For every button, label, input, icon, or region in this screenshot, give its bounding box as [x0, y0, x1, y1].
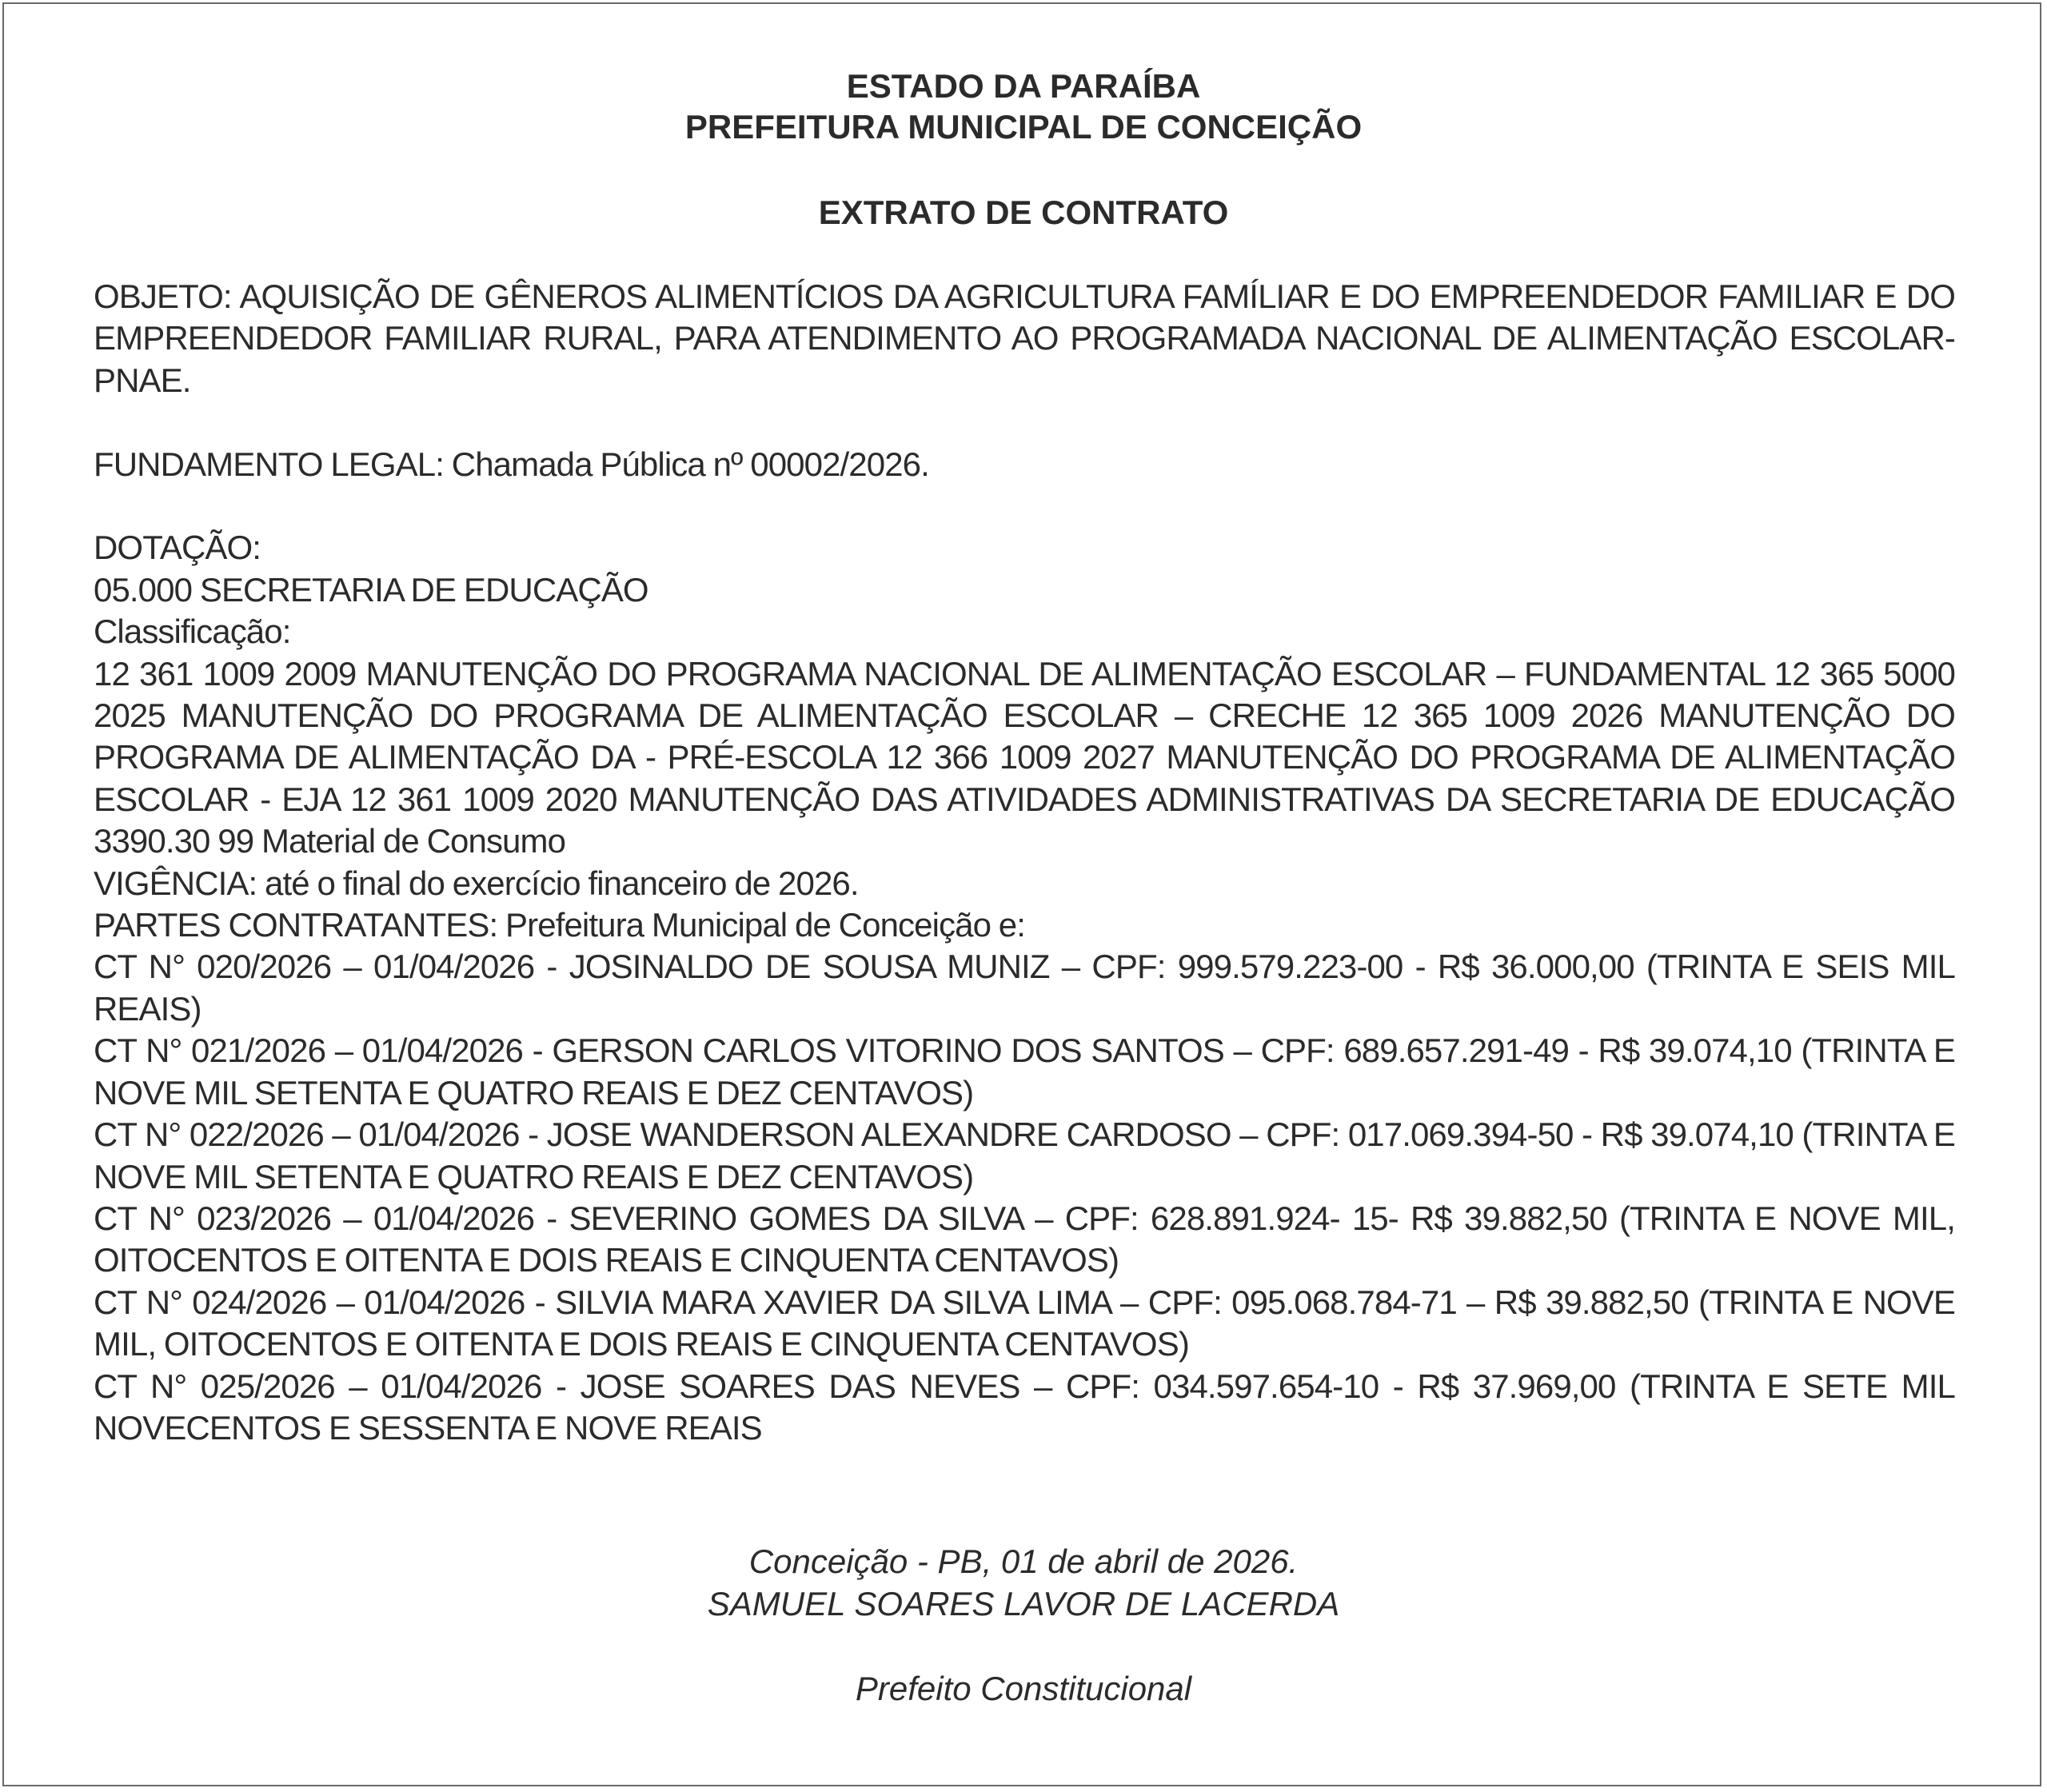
place-date: Conceição - PB, 01 de abril de 2026. [748, 1543, 1299, 1580]
signer-role: Prefeito Constitucional [855, 1670, 1192, 1707]
signer-name: SAMUEL SOARES LAVOR DE LACERDA [707, 1585, 1340, 1622]
document-body [94, 276, 1955, 1449]
spacer [94, 401, 1955, 443]
classificacao-label: Classificação: [94, 613, 291, 651]
contract-entry: CT N° 020/2026 – 01/04/2026 - JOSINALDO DE SOUSA MUNIZ – CPF: 999.579.223-00 - R$ 36.000,00 (TRINTA E SEIS MIL REAIS) [94, 948, 1955, 1028]
contract-entry: CT N° 025/2026 – 01/04/2026 - JOSE SOARES DAS NEVES – CPF: 034.597.654-10 - R$ 37.969,00 (TRINTA E SETE MIL NOVECENTOS E SESSENTA E NOVE REAIS [94, 1367, 1955, 1447]
objeto-paragraph: OBJETO: AQUISIÇÃO DE GÊNEROS ALIMENTÍCIOS DA AGRICULTURA FAMÍLIAR E DO EMPREENDEDOR FAMILIAR E DO EMPREENDEDOR FAMILIAR RURAL, PARA ATENDIMENTO AO PROGRAMADA NACIONAL DE ALIMENTAÇÃO ESCOLAR-PNAE. [94, 277, 1955, 399]
dotacao-label: DOTAÇÃO: [94, 529, 261, 567]
municipality-name: PREFEITURA MUNICIPAL DE CONCEIÇÃO [684, 108, 1363, 146]
contract-entry: CT N° 024/2026 – 01/04/2026 - SILVIA MARA XAVIER DA SILVA LIMA – CPF: 095.068.784-71 – R$ 39.882,50 (TRINTA E NOVE MIL, OITOCENTOS E OITENTA E DOIS REAIS E CINQUENTA CENTAVOS) [94, 1283, 1955, 1363]
signature-block [0, 1540, 2047, 1710]
contract-entry: CT N° 022/2026 – 01/04/2026 - JOSE WANDERSON ALEXANDRE CARDOSO – CPF: 017.069.394-50 - R$ 39.074,10 (TRINTA E NOVE MIL SETENTA E QUATRO REAIS E DEZ CENTAVOS) [94, 1116, 1955, 1195]
partes-paragraph: PARTES CONTRATANTES: Prefeitura Municipal de Conceição e: [94, 906, 1026, 944]
document-title: EXTRATO DE CONTRATO [818, 194, 1229, 231]
spacer [94, 485, 1955, 527]
state-name: ESTADO DA PARAÍBA [846, 67, 1201, 105]
contract-entry: CT N° 021/2026 – 01/04/2026 - GERSON CARLOS VITORINO DOS SANTOS – CPF: 689.657.291-49 - R$ 39.074,10 (TRINTA E NOVE MIL SETENTA E QUATRO REAIS E DEZ CENTAVOS) [94, 1032, 1955, 1112]
document-header [0, 66, 2047, 147]
contract-entry: CT N° 023/2026 – 01/04/2026 - SEVERINO GOMES DA SILVA – CPF: 628.891.924- 15- R$ 39.882,50 (TRINTA E NOVE MIL, OITOCENTOS E OITENTA E DOIS REAIS E CINQUENTA CENTAVOS) [94, 1199, 1955, 1279]
fundamento-paragraph: FUNDAMENTO LEGAL: Chamada Pública nº 00002/2026. [94, 445, 929, 483]
dotacao-secretaria: 05.000 SECRETARIA DE EDUCAÇÃO [94, 570, 648, 609]
classificacao-text: 12 361 1009 2009 MANUTENÇÃO DO PROGRAMA NACIONAL DE ALIMENTAÇÃO ESCOLAR – FUNDAMENTAL 12 365 5000 2025 MANUTENÇÃO DO PROGRAMA DE ALIMENTAÇÃO ESCOLAR – CRECHE 12 365 1009 2026 MANUTENÇÃO DO PROGRAMA DE ALIMENTAÇÃO DA - PRÉ-ESCOLA 12 366 1009 2027 MANUTENÇÃO DO PROGRAMA DE ALIMENTAÇÃO ESCOLAR - EJA 12 361 1009 2020 MANUTENÇÃO DAS ATIVIDADES ADMINISTRATIVAS DA SECRETARIA DE EDUCAÇÃO 3390.30 99 Material de Consumo [94, 654, 1955, 860]
vigencia-paragraph: VIGÊNCIA: até o final do exercício financeiro de 2026. [94, 864, 859, 902]
